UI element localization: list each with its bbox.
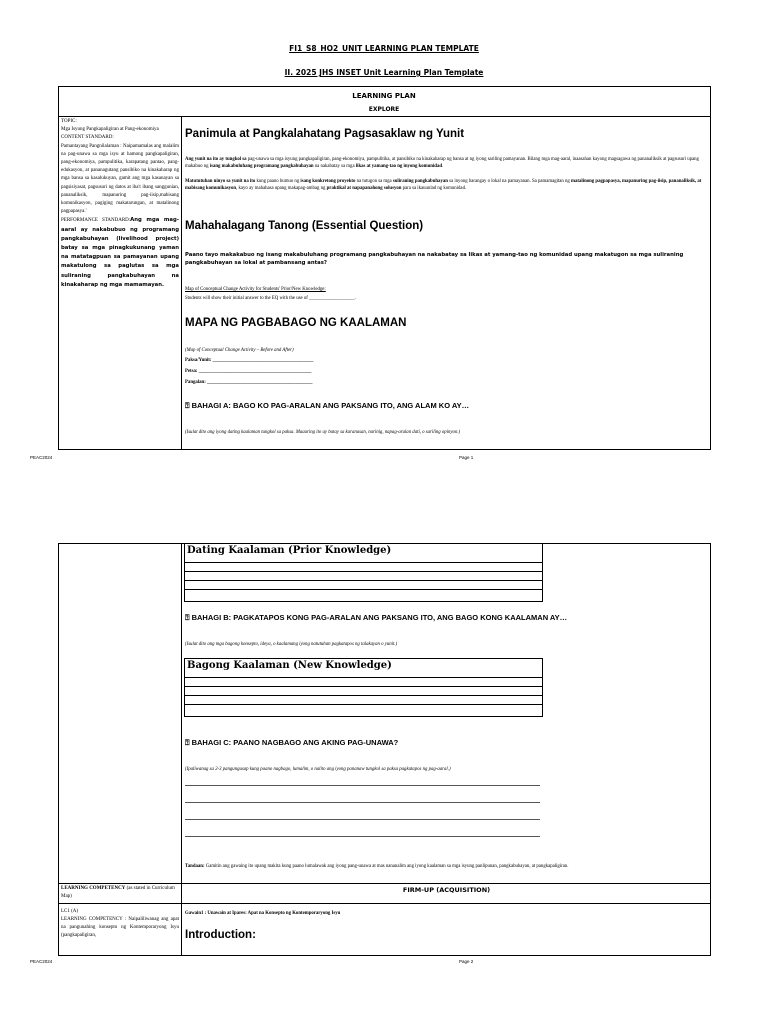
footer-org: PEAC2024 <box>30 455 53 460</box>
footer-page-number: Page 1 <box>459 455 474 460</box>
topic-field[interactable]: Paksa/Yunit: __________________________________________ <box>185 358 314 363</box>
name-field[interactable]: Pangalan: ____________________________________________ <box>185 380 313 385</box>
firm-up-heading: FIRM-UP (ACQUISITION) <box>402 886 491 894</box>
map-activity-note: Students will show their initial answer to the EQ with the use of ___________________. <box>185 296 356 301</box>
essential-question-text: Paano tayo makakabuo ng isang makabuluhang programang pangkabuhayan na nakabatay sa likas at yamang-tao ng komunidad upang makatugon sa mga suliraning pangkabuhayan sa lokal at pambansang antas? <box>185 252 684 266</box>
unit-intro-paragraph-2: Matututuhan ninyo sa yunit na ito kung paano bumuo ng isang konkretong proyekto na tutugon sa mga suliraning pangkabuhayan sa inyong barangay o lokal na pamayanan. Sa pamamagitan ng matalinong pagpapasya, mapanuring pag-iisip, pananaliksik, at mabisang komunikasyon, kayo ay mahahasa upang makapag-ambag ng praktikal at napapanahong solusyon para sa ikauunlad ng komunidad. <box>185 179 702 191</box>
topic-label: TOPIC: <box>61 119 77 124</box>
prior-knowledge-title: Dating Kaalaman (Prior Knowledge) <box>187 545 392 556</box>
document-subtitle: II. 2025 JHS INSET Unit Learning Plan Template <box>284 68 484 77</box>
footer-page-number: Page 2 <box>459 959 474 964</box>
answer-line[interactable] <box>185 836 540 837</box>
learning-competency-header: LEARNING COMPETENCY (as stated in Curriculum Map) <box>61 886 175 899</box>
essential-question-heading: Mahahalagang Tanong (Essential Question) <box>185 220 424 232</box>
content-standard-value: Pamantayang Pangnilalaman : Naipamamalas ang malalim na pag-unawa sa mga isyu at hamong pangkapaligiran, pang-ekonomiya, pampulitika, karapatang pantao, pang-edukasyon, at pananagutang pansibiko na kinakaharap ng mga bansa sa kasalukuyan, gamit ang mga kasanayan sa pagsisiyasat, pagsusuri ng datos at iba't ibang sanggunian, pananaliksik, mapanuring pag-iisip,mabisang komunikasyon, pagiging makatarungan, at matalinong pagpapasya.' <box>61 143 179 215</box>
introduction-heading: Introduction: <box>185 929 256 941</box>
date-field[interactable]: Petsa: _______________________________________________ <box>185 369 312 374</box>
performance-standard-label: PERFORMANCE STANDARD: <box>61 218 131 224</box>
bahagi-b-note: (Isulat dito ang mga bagong konsepto, ideya, o kaalamang iyong natutuhan pagkatapos ng talakayan o yunit.) <box>185 642 398 647</box>
bahagi-a-heading: ⍰ BAHAGI A: BAGO KO PAG-ARALAN ANG PAKSANG ITO, ANG ALAM KO AY… <box>185 401 470 410</box>
standards-column <box>61 118 179 290</box>
bahagi-c-note: (Ipaliwanag sa 2-3 pangungusap kung paano nagbago, lumalim, o nalito ang iyong pananaw tungkol sa paksa pagkatapos ng pag-aaral.) <box>185 767 451 772</box>
unit-intro-heading: Panimula at Pangkalahatang Pagsasaklaw ng Yunit <box>185 128 465 140</box>
prior-knowledge-box[interactable] <box>184 543 543 602</box>
content-standard-label: CONTENT STANDARD: <box>61 135 114 141</box>
footer-org: PEAC2024 <box>30 959 53 964</box>
page-1 <box>0 0 768 480</box>
answer-line[interactable] <box>185 785 540 786</box>
gawain-title: Gawain1 : Unawain at Ipares: Apat na Konsepto ng Kontemporaryong Isyu <box>185 911 341 916</box>
answer-line[interactable] <box>185 819 540 820</box>
topic-value: Mga Isyung Pangkapaligiran at Pang-ekonomiya <box>61 127 159 133</box>
learning-plan-heading: LEARNING PLAN <box>352 92 416 100</box>
learning-competency-cell: LC1 (A) LEARNING COMPETENCY : Naipaliliwanag ang apat na pangunahing konsepto ng Kontemporaryong Isyu (pangkapaligiran, <box>61 909 179 938</box>
map-activity-title: Map of Conceptual Change Activity for Students' Prior/New Knowledge: <box>185 287 326 292</box>
answer-line[interactable] <box>185 802 540 803</box>
map-heading: MAPA NG PAGBABAGO NG KAALAMAN <box>185 317 407 329</box>
tandaan-note: Tandaan: Gamitin ang gawaing ito upang makita kung paano lumalawak ang iyong pang-unawa at mas nananalim ang iyong kaalaman sa mga isyung panlipunan, pangkabuhayan, at pangkapaligiran. <box>185 864 569 869</box>
map-subtitle: (Map of Conceptual Change Activity – Before and After) <box>185 348 294 353</box>
bahagi-b-heading: ⍰ BAHAGI B: PAGKATAPOS KONG PAG-ARALAN ANG PAKSANG ITO, ANG BAGO KONG KAALAMAN AY… <box>185 613 568 622</box>
bahagi-c-heading: ⍰ BAHAGI C: PAANO NAGBAGO ANG AKING PAG-UNAWA? <box>185 738 399 747</box>
document-title: FI1_S8_HO2_UNIT LEARNING PLAN TEMPLATE <box>289 44 479 53</box>
new-knowledge-box[interactable] <box>184 658 543 717</box>
bahagi-a-note: (Isulat dito ang iyong dating kaalaman tungkol sa paksa. Maaaring ito ay batay sa karanasan, narinig, napag-aralan dati, o sariling opinyon.) <box>185 430 461 435</box>
new-knowledge-title: Bagong Kaalaman (New Knowledge) <box>187 660 392 671</box>
explore-heading: EXPLORE <box>368 106 400 113</box>
unit-intro-paragraph-1: Ang yunit na ito ay tungkol sa pag-unawa sa mga isyung pangkapaligiran, pang-ekonomiya, pampulitika, at pansibiko na kinakaharap ng bansa at ng iyong sariling pamayanan. Bilang mga mag-aaral, inaasahan kayong magsagawa ng pananaliksik at pagsusuri upang makabuo ng isang makabuluhang programang pangkabuhayan na nakabatay sa mga likas at yamang-tao ng inyong komunidad. <box>185 157 699 169</box>
performance-standard-value: Ang mga mag-aaral ay nakabubuo ng programang pangkabuhayan (livelihood project) batay sa mga pinagkukunang yaman na matatagpuan sa pamayanan upang makatulong sa paglutas sa mga suliraning pangkabuhayan na kinakaharap ng mga mamamayan. <box>61 217 179 288</box>
unit-intro-heading-wrap <box>185 128 705 140</box>
